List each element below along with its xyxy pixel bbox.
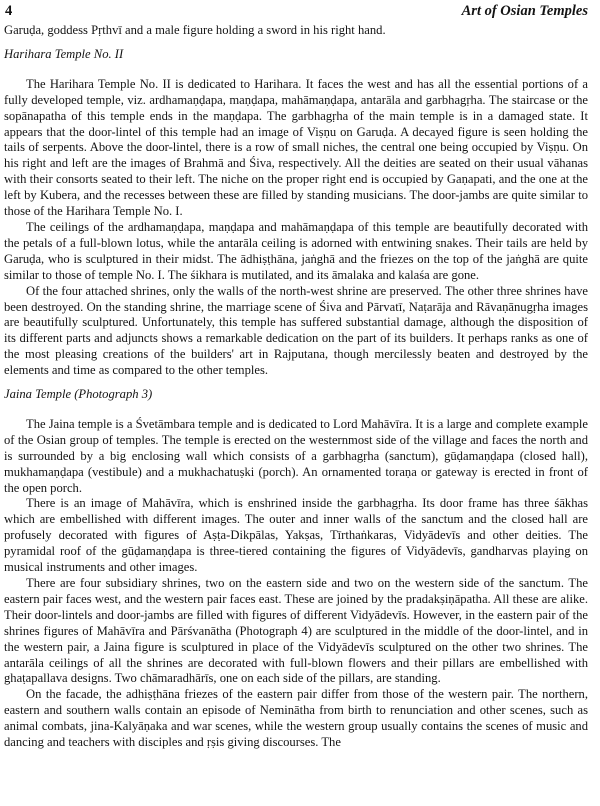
page-header bbox=[4, 3, 588, 23]
paragraph: There are four subsidiary shrines, two on the eastern side and two on the western side of the sanctum. The eastern pair faces west, and the western pair faces east. These are joined by the pradakṣiṇāpatha. All these are alike. Their door-lintels and door-jambs are filled with figures of different Vidyādevīs. However, in the eastern pair of the shrines figures of Mahāvīra and Pārśvanātha (Photograph 4) are sculptured in the middle of the door-lintel, and in the western pair, a Jaina figure is sculptured in place of the Vidyādevīs sculptured on the other two shrines. The antarāla ceilings of all the shrines are decorated with full-blown flowers and their pillars are embellished with ghaṭapallava designs. Two chāmaradhārīs, one on each side of the pillars, are standing. bbox=[4, 576, 588, 686]
intro-line: Garuḍa, goddess Pṛthvī and a male figure holding a sword in his right hand. bbox=[4, 23, 386, 37]
running-title: Art of Osian Temples bbox=[461, 3, 588, 19]
paragraph: The Harihara Temple No. II is dedicated to Harihara. It faces the west and has all the essential portions of a fully developed temple, viz. ardhamaṇḍapa, maṇḍapa, mahāmaṇḍapa, antarāla and garbhagṛha. The staircase or the sopānapatha of this temple ends in the maṇḍapa. The garbhagṛha of the main temple is in a damaged state. It appears that the door-lintel of this temple had an image of Viṣṇu on Garuḍa. A decayed figure is seen holding the tails of serpents. Above the door-lintel, there is a row of small niches, the central one being occupied by Viṣṇu. On his right and left are the images of Brahmā and Śiva, respectively. All the deities are seated on their usual vāhanas with their consorts seated to their left. The niche on the proper right end is occupied by Gaṇapati, and the one at the left by Kubera, and the recesses between these are filled by standing musicians. The door-jambs are quite similar to those of the Harihara Temple No. I. bbox=[4, 76, 588, 219]
paragraph: Of the four attached shrines, only the walls of the north-west shrine are preserved. The other three shrines have been destroyed. On the standing shrine, the marriage scene of Śiva and Pārvatī, Naṭarāja and Rāvaṇānugṛha images are beautifully sculptured. Unfortunately, this temple has suffered substantial damage, although the disposition of its different parts and adjuncts shows a remarkable dedication on the part of its builders. It perhaps ranks as one of the most pleasing creations of the builders' art in Rajputana, though mercilessly beaten and destroyed by the elements and time as compared to the other temples. bbox=[4, 283, 588, 378]
section-heading-jaina: Jaina Temple (Photograph 3) bbox=[4, 387, 153, 402]
section-heading-harihara: Harihara Temple No. II bbox=[4, 46, 124, 61]
paragraph: The Jaina temple is a Śvetāmbara temple and is dedicated to Lord Mahāvīra. It is a large and complete example of the Osian group of temples. The temple is erected on the westernmost side of the village and faces the north and is surrounded by a big enclosing wall which consists of a garbhagṛha (sanctum), gūḍamaṇḍapa (closed hall), mukhamaṇḍapa (vestibule) and a mukhachatuṣki (porch). An ornamented toraṇa or gateway is erected in front of the open porch. bbox=[4, 416, 588, 495]
page-number: 4 bbox=[5, 3, 13, 19]
paragraph: On the facade, the adhiṣṭhāna friezes of the eastern pair differ from those of the western pair. The northern, eastern and southern walls contain an episode of Neminātha from birth to renunciation and other scenes, such as animal combats, jina-Kalyāṇaka and war scenes, while the western group usually contains the scenes of music and dancing and teachers with disciples and ṛṣis giving discourses. The bbox=[4, 687, 588, 750]
paragraph: The ceilings of the ardhamaṇḍapa, maṇḍapa and mahāmaṇḍapa of this temple are beautifully decorated with the petals of a full-blown lotus, while the antarāla ceiling is adorned with entwining snakes. Their tails are held by Garuḍa, who is sculptured in their midst. The ādhiṣṭhāna, jaṅghā and the friezes on the top of the jaṅghā are quite similar to those of temple No. I. The śikhara is mutilated, and its āmalaka and kalaśa are gone. bbox=[4, 219, 588, 282]
paragraph: There is an image of Mahāvīra, which is enshrined inside the garbhagṛha. Its door frame has three śākhas which are embellished with different images. The outer and inner walls of the sanctum and the closed hall are profusely decorated with figures of Aṣṭa-Dikpālas, Yakṣas, Tīrthaṅkaras, Vidyādevīs and other deities. The pyramidal roof of the gūḍamaṇḍapa is three-tiered containing the figures of Vidyādevīs, gandharvas playing on musical instruments and other images. bbox=[4, 496, 588, 575]
